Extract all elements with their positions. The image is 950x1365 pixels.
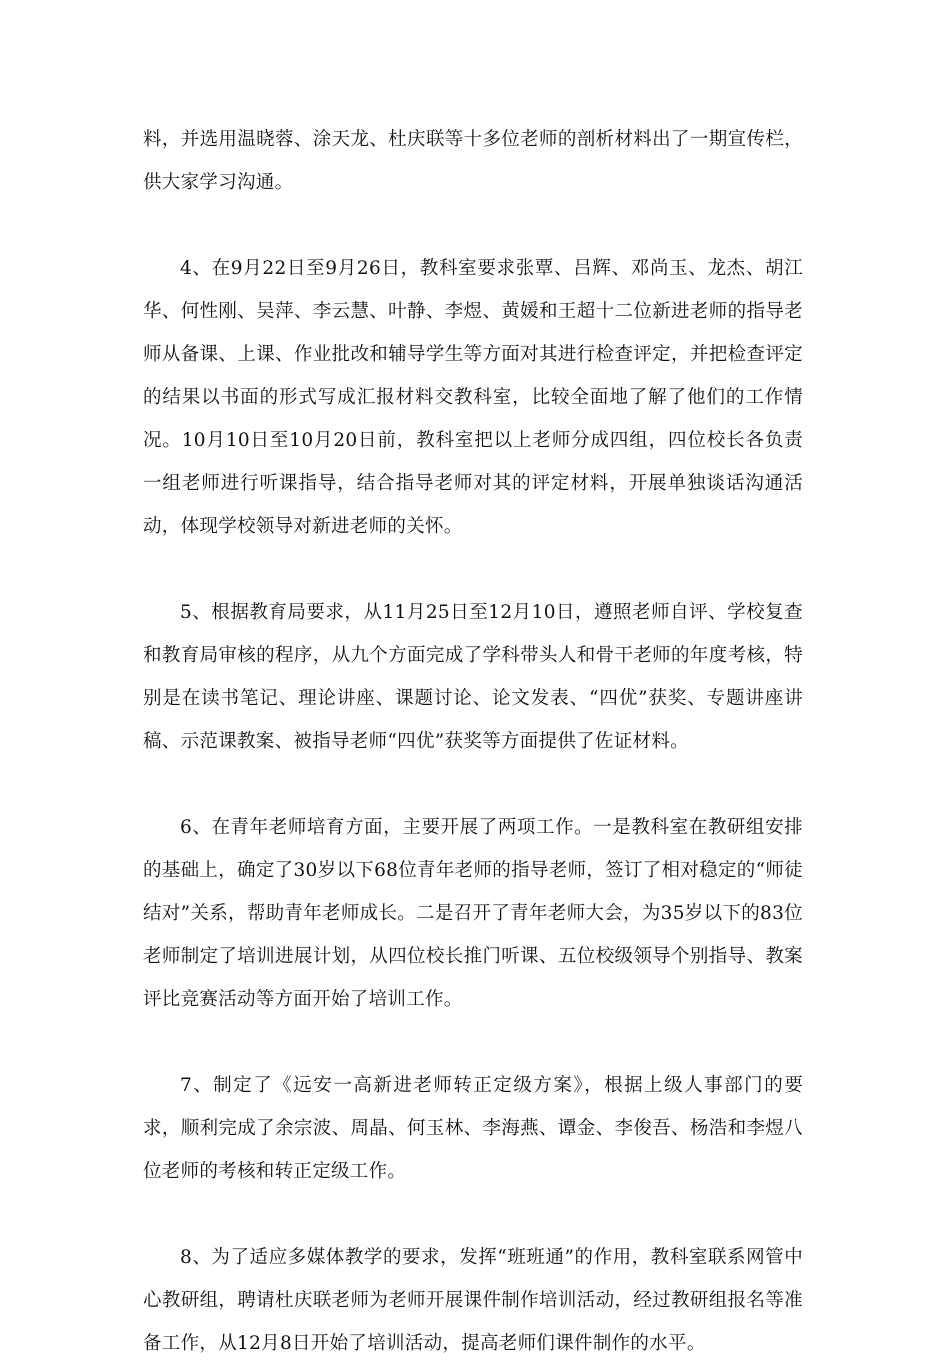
paragraph-spacer xyxy=(143,763,803,806)
paragraph-spacer xyxy=(143,1021,803,1064)
paragraph-item-3-continuation: 料，并选用温晓蓉、涂天龙、杜庆联等十多位老师的剖析材料出了一期宣传栏，供大家学习沟通。 xyxy=(143,129,803,193)
paragraph-item-7: 7、制定了《远安一高新进老师转正定级方案》，根据上级人事部门的要求，顺利完成了余宗波、周晶、何玉林、李海燕、谭金、李俊吾、杨浩和李煜八位老师的考核和转正定级工作。 xyxy=(143,1075,803,1182)
paragraph-spacer xyxy=(143,548,803,591)
document-page xyxy=(143,118,803,1365)
paragraph-item-4: 4、在9月22日至9月26日，教科室要求张覃、吕辉、邓尚玉、龙杰、胡江华、何性刚、吴萍、李云慧、叶静、李煜、黄媛和王超十二位新进老师的指导老师从备课、上课、作业批改和辅导学生等方面对其进行检查评定，并把检查评定的结果以书面的形式写成汇报材料交教科室，比较全面地了解了他们的工作情况。10月10日至10月20日前，教科室把以上老师分成四组，四位校长各负责一组老师进行听课指导，结合指导老师对其的评定材料，开展单独谈话沟通活动，体现学校领导对新进老师的关怀。 xyxy=(143,258,803,537)
paragraph-item-8: 8、为了适应多媒体教学的要求，发挥“班班通”的作用，教科室联系网管中心教研组，聘请杜庆联老师为老师开展课件制作培训活动，经过教研组报名等准备工作，从12月8日开始了培训活动，提高老师们课件制作的水平。 xyxy=(143,1247,803,1354)
paragraph-item-6: 6、在青年老师培育方面，主要开展了两项工作。一是教科室在教研组安排的基础上，确定了30岁以下68位青年老师的指导老师，签订了相对稳定的“师徒结对”关系，帮助青年老师成长。二是召开了青年老师大会，为35岁以下的83位老师制定了培训进展计划，从四位校长推门听课、五位校级领导个别指导、教案评比竞赛活动等方面开始了培训工作。 xyxy=(143,817,803,1010)
paragraph-spacer xyxy=(143,1193,803,1236)
paragraph-spacer xyxy=(143,204,803,247)
paragraph-item-5: 5、根据教育局要求，从11月25日至12月10日，遵照老师自评、学校复查和教育局审核的程序，从九个方面完成了学科带头人和骨干老师的年度考核，特别是在读书笔记、理论讲座、课题讨论、论文发表、“四优”获奖、专题讲座讲稿、示范课教案、被指导老师“四优”获奖等方面提供了佐证材料。 xyxy=(143,602,803,752)
